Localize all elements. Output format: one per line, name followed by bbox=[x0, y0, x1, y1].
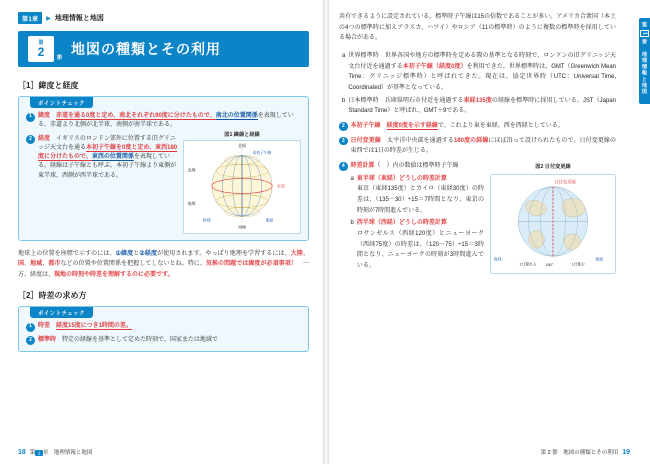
svg-text:1日遅れる: 1日遅れる bbox=[519, 262, 537, 267]
section-number-box bbox=[28, 36, 54, 62]
chapter-suffix: 章 bbox=[31, 16, 39, 23]
right-page bbox=[325, 0, 650, 464]
figure-2-caption: 図2 日付変更線 bbox=[535, 164, 571, 171]
side-tab-kanji: 第 bbox=[641, 22, 647, 29]
figure-1-caption: 図1 緯線と経線 bbox=[224, 131, 260, 138]
list-item-number-badge: 2 bbox=[339, 122, 348, 131]
footer-chapter-text: 章 地理情報と地図 bbox=[42, 450, 93, 456]
right-page-number: 19 bbox=[622, 448, 630, 456]
left-page-number: 18 bbox=[18, 448, 26, 456]
sub-item-text: 日本標準時 兵庫県明石市付近を通過する東経135度の経線を標準時に採用している。JST（Japan Standard Time）と呼ばれ、GMT＋9である。 bbox=[348, 97, 616, 115]
sub-item-mark: b bbox=[350, 220, 354, 227]
list-item-number-badge: 3 bbox=[339, 137, 348, 146]
chapter-badge bbox=[18, 12, 42, 24]
sub-item-text: 西半球（西経）どうしの時差計算 ロサンゼルス（西経120度）とニューヨーク（西経75度）の時差は、（120－75）÷15＝3時間となり、ニューヨークの時刻が3時間進んでいる。 bbox=[356, 220, 484, 270]
side-tab-title: 章 地理情報と地図 bbox=[641, 38, 647, 95]
svg-text:西経: 西経 bbox=[493, 256, 502, 262]
chapter-title: 地理情報と地図 bbox=[54, 15, 104, 22]
sub-item-mark: a bbox=[342, 53, 346, 60]
point-item-number: 2 bbox=[26, 135, 35, 144]
sub-item bbox=[351, 174, 485, 217]
svg-text:北極: 北極 bbox=[237, 142, 247, 148]
footer-chapter-badge: 1 bbox=[35, 450, 43, 456]
sub-item-mark: a bbox=[350, 175, 354, 182]
svg-text:赤道: 赤道 bbox=[276, 183, 285, 189]
svg-text:東経: 東経 bbox=[595, 256, 604, 262]
sub-item bbox=[351, 218, 485, 271]
figure-1-box bbox=[183, 140, 301, 234]
point-item-number: 2 bbox=[26, 336, 35, 345]
globe-latitude-longitude-diagram bbox=[184, 141, 300, 231]
section-number: 2 bbox=[37, 44, 45, 59]
section-kanji-bottom: 節 bbox=[57, 55, 63, 61]
list-item-body: 時差計算（ ）内の数値は標準時子午線 図2 日付変更線 日付変更線 西経 東経 1日遅れる 1日進む 180° a 東半球（東経）どうしの時差計算 東京（東経135度）とカイロ（東経30度）の時差は、（135－30）÷15＝7時間となり、東京の時刻が7時間進んでいる。 b 西半球（西経）どうしの時差計算 ロサンゼルス（西経120度）とニューヨーク（西経75度）の時差は、（120－75）÷15＝3時間となり、ニューヨークの時刻が3時間進んでいる。 bbox=[351, 161, 617, 278]
point-item-text: 標準時 特定の経線を基準として定めた時刻で、国家または地域で bbox=[38, 336, 218, 343]
svg-text:本初子午線: 本初子午線 bbox=[252, 150, 272, 155]
chevron-right-icon: ▶ bbox=[46, 15, 51, 22]
sub-item bbox=[342, 96, 616, 117]
point-item bbox=[26, 112, 301, 131]
figure-2-box bbox=[490, 174, 616, 274]
side-tab-number: 1 bbox=[641, 32, 648, 35]
svg-text:180°: 180° bbox=[545, 263, 554, 268]
point-item bbox=[26, 135, 178, 181]
point-item bbox=[26, 336, 301, 346]
chapter-breadcrumb bbox=[18, 12, 309, 24]
point-check-box-2 bbox=[18, 306, 309, 352]
chapter-number: 1 bbox=[28, 16, 32, 23]
date-line-map-diagram bbox=[491, 175, 615, 268]
left-footer-chapter bbox=[30, 448, 93, 456]
section-kanji-top: 第 bbox=[38, 39, 44, 46]
chapter-prefix: 第 bbox=[22, 16, 29, 23]
right-footer-text: 第 2 節 地図の種類とその利用 bbox=[540, 450, 619, 456]
side-chapter-tab bbox=[639, 18, 650, 104]
point-check-box-1 bbox=[18, 96, 309, 241]
svg-text:西経: 西経 bbox=[202, 216, 211, 222]
section-title: 地図の種類とその利用 bbox=[71, 41, 222, 57]
point-check-label-1: ポイントチェック bbox=[30, 97, 93, 108]
list-item bbox=[339, 49, 616, 117]
heading-time-difference: ［2］時差の求め方 bbox=[18, 291, 87, 301]
heading-latitude-longitude: ［1］緯度と経度 bbox=[18, 81, 79, 90]
point-check-label-2: ポイントチェック bbox=[30, 307, 93, 318]
point-item bbox=[26, 322, 301, 332]
svg-text:北緯: 北緯 bbox=[187, 167, 196, 173]
list-item-body: 日付変更線 太平洋中央部を通過する180度の経線にほぼ沿って設けられたもので、日付変更線の東西では1日の時差が生じる。 bbox=[350, 137, 616, 155]
sub-item-text: 東半球（東経）どうしの時差計算 東京（東経135度）とカイロ（東経30度）の時差は、（135－30）÷15＝7時間となり、東京の時刻が7時間進んでいる。 bbox=[356, 175, 484, 214]
list-item-number-badge: 4 bbox=[339, 162, 348, 171]
list-item-number bbox=[339, 121, 348, 132]
svg-text:日付変更線: 日付変更線 bbox=[554, 179, 576, 185]
lead-paragraph: 共有できるように設定されている。標準時子午線は15の倍数であることが多い。アメリカ合衆国（本土の4つの標準時に加えアラスカ、ハワイ）やロシア（11の標準時）のように複数の標準時を採用している場合がある。 bbox=[339, 14, 616, 42]
point-item-text: 経度 イギリスのロンドン郊外に位置する旧グリニッジ天文台を通る本初子午線を0度と定め、東西180度に分けたもので、東西の位置関係を表現している。経線は子午線とも呼ぶ。本初子午線より東側が東半球、西側が西半球である。 bbox=[38, 135, 178, 179]
point-item-number: 1 bbox=[26, 323, 35, 332]
sub-item-mark: b bbox=[342, 97, 346, 104]
point-item-text: 緯度 赤道を通る0度と定め、南北それぞれ90度に分けたもので、南北の位置関係を表現している。赤道より北側が北半球、南側が南半球である。 bbox=[38, 113, 294, 129]
list-item bbox=[339, 121, 616, 132]
list-item-body bbox=[342, 49, 616, 117]
point-item-with-figure bbox=[26, 131, 301, 234]
explanatory-paragraph: 地球上の位置を座標で示すのには、①緯度と②経度が使用されます。やっぱり地理を学習するには、大陸、国、地域、都市などの位置や位置関係を把握してしないとね。特に、気候の問題では緯度が必須事項！ 一方、経度は、現地の時刻や時差を理解するのに必要です。 bbox=[18, 250, 309, 278]
sub-item-text: 世界標準時 世界各国や地方の標準時を定める際の基準となる時刻で、ロンドンの旧グリニッジ天文台付近を通過する本初子午線（経度0度）を利用できた。世界標準時は、GMT（Greenwich Mean Time：グリニッジ標準時）と呼ばれてきた。現在は、協定世界時（UTC：Universal Time, Coordinated）が基準となっている。 bbox=[348, 53, 617, 92]
list-item-number bbox=[339, 161, 348, 278]
sub-item bbox=[342, 51, 616, 94]
right-column bbox=[339, 12, 630, 278]
point-item-text: 時差 経度15度につき1時間の差。 bbox=[38, 323, 132, 330]
list-item-body: 本初子午線 経度0度を示す経線で、これより東を東経、西を西経としている。 bbox=[350, 123, 564, 130]
svg-text:南緯: 南緯 bbox=[187, 200, 196, 206]
figure-2-wrapper bbox=[490, 163, 616, 274]
footer-chapter-prefix: 第 bbox=[29, 450, 36, 456]
svg-text:1日進む: 1日進む bbox=[571, 262, 585, 267]
svg-text:東経: 東経 bbox=[265, 216, 274, 222]
list-item bbox=[339, 161, 616, 278]
list-item-number bbox=[339, 136, 348, 157]
point-item-number: 1 bbox=[26, 113, 35, 122]
section-title-bar bbox=[18, 31, 309, 67]
list-item bbox=[339, 136, 616, 157]
right-page-footer bbox=[541, 448, 630, 456]
left-page-footer bbox=[18, 448, 92, 456]
figure-1-wrapper bbox=[183, 131, 301, 234]
svg-text:南極: 南極 bbox=[237, 223, 247, 229]
